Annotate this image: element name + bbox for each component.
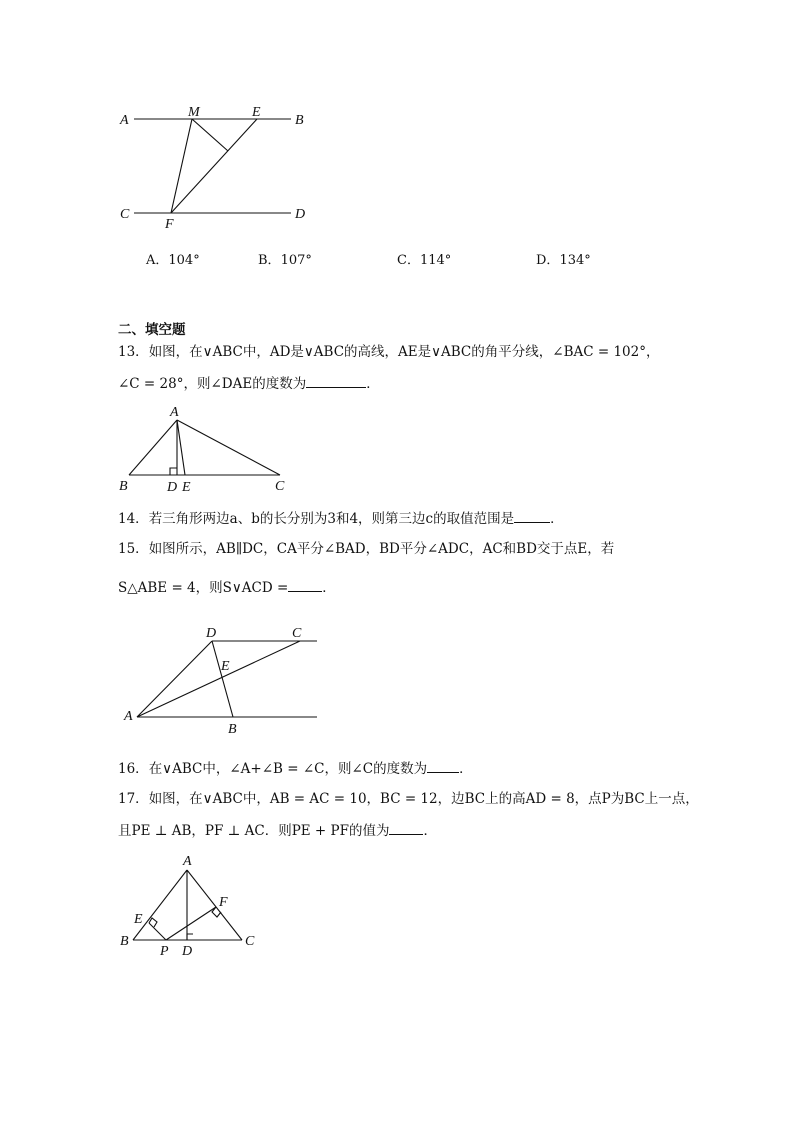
label-D: D [295,207,306,222]
q17-answer-blank[interactable] [389,820,423,835]
option-a-value: 104° [168,253,200,268]
label-A: A [170,405,179,420]
q15-suffix: ． [322,580,336,596]
figure-q13 [115,400,300,495]
q14-suffix: ． [550,511,564,527]
q15-answer-blank[interactable] [288,577,322,592]
option-c-value: 114° [419,253,452,268]
q13-line2 [118,373,380,394]
q15-text1: 如图所示，AB∥DC，CA平分∠BAD，BD平分∠ADC，AC和BD交于点E，若 [148,541,615,557]
figure-q12 [110,100,330,235]
option-b-value: 107° [280,253,312,268]
figure-q17 [112,850,272,960]
q15-number: 15． [118,541,149,557]
label-A: A [124,709,133,724]
q16-text: 在∨ABC中，∠A+∠B = ∠C，则∠C的度数为 [148,761,428,777]
label-F: F [165,217,174,232]
label-M: M [188,105,200,120]
q14-text: 若三角形两边a、b的长分别为3和4，则第三边c的取值范围是 [148,511,515,527]
q13-suffix: ． [366,376,380,392]
option-c-letter: C． [397,253,420,268]
option-d-value: 134° [559,253,591,268]
label-B: B [119,479,128,494]
q14-answer-blank[interactable] [514,508,550,523]
option-d[interactable] [536,249,591,268]
label-C: C [120,207,130,222]
q15-line2 [118,577,336,598]
figure-q15 [115,620,325,740]
label-E: E [221,659,230,674]
label-E: E [252,105,261,120]
section-title: 二、填空题 [118,322,186,338]
option-b[interactable] [258,249,312,268]
q17-suffix: ． [423,823,437,839]
option-d-letter: D． [536,253,560,268]
label-C: C [292,626,302,641]
label-F: F [219,895,228,910]
option-c[interactable] [397,249,451,268]
label-B: B [228,722,237,737]
q16-number: 16． [118,761,149,777]
label-A: A [120,113,129,128]
option-a[interactable] [146,249,200,268]
label-D: D [206,626,217,641]
q13-text1: 如图，在∨ABC中，AD是∨ABC的高线，AE是∨ABC的角平分线，∠BAC = 102°， [148,344,660,360]
option-a-letter: A． [146,253,169,268]
label-D: D [167,480,178,495]
q17-line2 [118,820,437,841]
q17-number: 17． [118,791,149,807]
label-C: C [275,479,285,494]
option-b-letter: B． [258,253,281,268]
q17-line1 [118,789,699,809]
q15-line1 [118,539,614,559]
q16-line [118,758,473,779]
q17-text1: 如图，在∨ABC中，AB = AC = 10，BC = 12，边BC上的高AD = 8，点P为BC上一点， [148,791,699,807]
label-E: E [134,912,143,927]
label-P: P [160,944,169,959]
q17-text2: 且PE ⊥ AB，PF ⊥ AC．则PE + PF的值为 [118,823,390,839]
q16-answer-blank[interactable] [427,758,459,773]
label-B: B [120,934,129,949]
label-D: D [182,944,193,959]
q13-number: 13． [118,344,149,360]
q13-line1 [118,342,659,362]
label-B: B [295,113,304,128]
q13-answer-blank[interactable] [306,373,366,388]
q15-text2: S△ABE = 4，则S∨ACD = [118,580,289,596]
label-A: A [183,854,192,869]
q14-line [118,508,564,529]
label-C: C [245,934,255,949]
q14-number: 14． [118,511,149,527]
q13-text2: ∠C = 28°，则∠DAE的度数为 [118,376,307,392]
label-E: E [182,480,191,495]
q16-suffix: ． [459,761,473,777]
